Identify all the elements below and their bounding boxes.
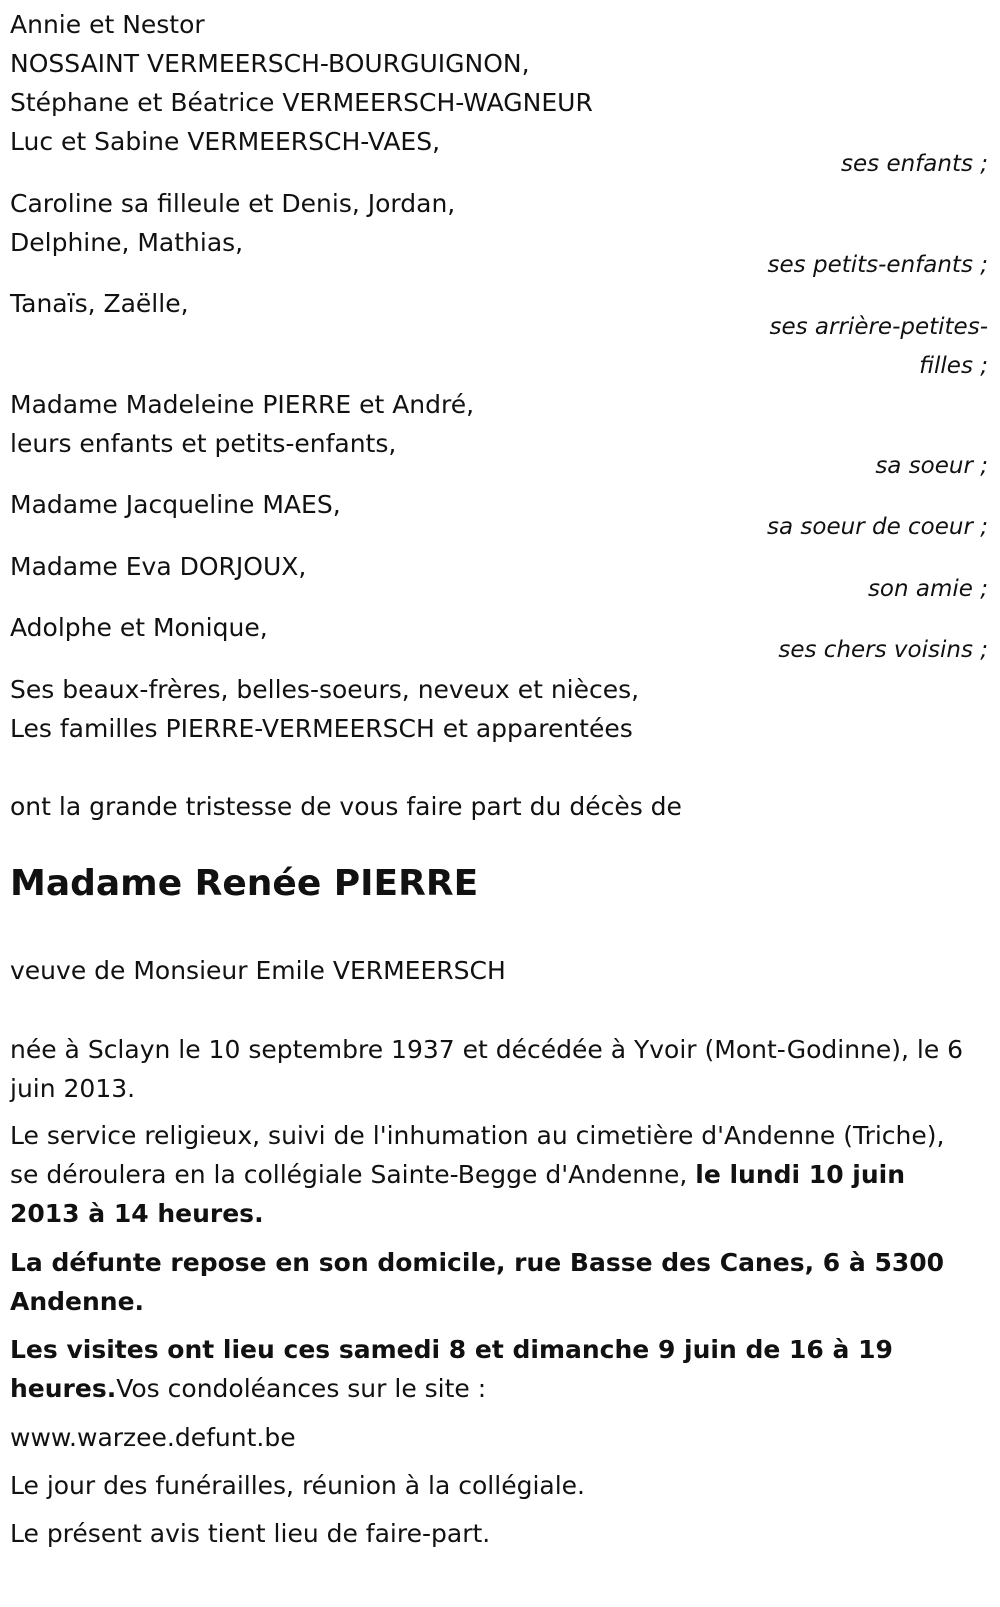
meeting-text: Le jour des funérailles, réunion à la collégiale. (10, 1471, 585, 1500)
family-line: Ses beaux-frères, belles-soeurs, neveux et nièces, (10, 675, 640, 704)
condolences-text: Vos condoléances sur le site : (116, 1374, 487, 1403)
relation-label: filles ; (919, 353, 988, 379)
repose-details: La défunte repose en son domicile, rue Basse des Canes, 6 à 5300 Andenne. (10, 1248, 945, 1316)
family-line: Caroline sa filleule et Denis, Jordan, (10, 189, 456, 218)
family-line: Annie et Nestor (10, 10, 205, 39)
family-line: Madame Jacqueline MAES, (10, 490, 341, 519)
visits-times: Les visites ont lieu ces samedi 8 et dimanche 9 juin de 16 à 19 heures. (10, 1335, 893, 1403)
family-line: Luc et Sabine VERMEERSCH-VAES, (10, 127, 441, 156)
relation-label: son amie ; (867, 576, 988, 602)
notice-text: Le présent avis tient lieu de faire-part. (10, 1519, 491, 1548)
relation-label: ses chers voisins ; (778, 637, 988, 663)
family-line: Madame Eva DORJOUX, (10, 552, 307, 581)
widow-of: veuve de Monsieur Emile VERMEERSCH (10, 956, 506, 985)
relation-label: sa soeur de coeur ; (767, 514, 988, 540)
deceased-name: Madame Renée PIERRE (10, 863, 479, 904)
relation-label: ses enfants ; (841, 151, 988, 177)
visits-details (10, 1330, 975, 1408)
service-details (10, 1116, 975, 1233)
family-line: Madame Madeleine PIERRE et André, (10, 390, 475, 419)
family-line: Les familles PIERRE-VERMEERSCH et apparentées (10, 714, 633, 743)
family-line: NOSSAINT VERMEERSCH-BOURGUIGNON, (10, 49, 530, 78)
family-line: Adolphe et Monique, (10, 613, 268, 642)
relation-label: ses petits-enfants ; (767, 252, 988, 278)
relation-label: sa soeur ; (875, 453, 988, 479)
service-text: Le service religieux, suivi de l'inhumation au cimetière d'Andenne (Triche), se déroulera en la collégiale Sainte-Begge d'Andenne, (10, 1121, 945, 1189)
relation-label: ses arrière-petites- (769, 314, 988, 340)
family-line: leurs enfants et petits-enfants, (10, 429, 397, 458)
birth-death: née à Sclayn le 10 septembre 1937 et décédée à Yvoir (Mont-Godinne), le 6 juin 2013. (10, 1035, 964, 1103)
family-line: Stéphane et Béatrice VERMEERSCH-WAGNEUR (10, 88, 593, 117)
family-line: Delphine, Mathias, (10, 228, 244, 257)
family-line: Tanaïs, Zaëlle, (10, 289, 189, 318)
condolences-website-link[interactable]: www.warzee.defunt.be (10, 1423, 296, 1452)
service-when: le lundi 10 juin 2013 à 14 heures. (10, 1160, 906, 1228)
announcement-text: ont la grande tristesse de vous faire part du décès de (10, 792, 682, 821)
